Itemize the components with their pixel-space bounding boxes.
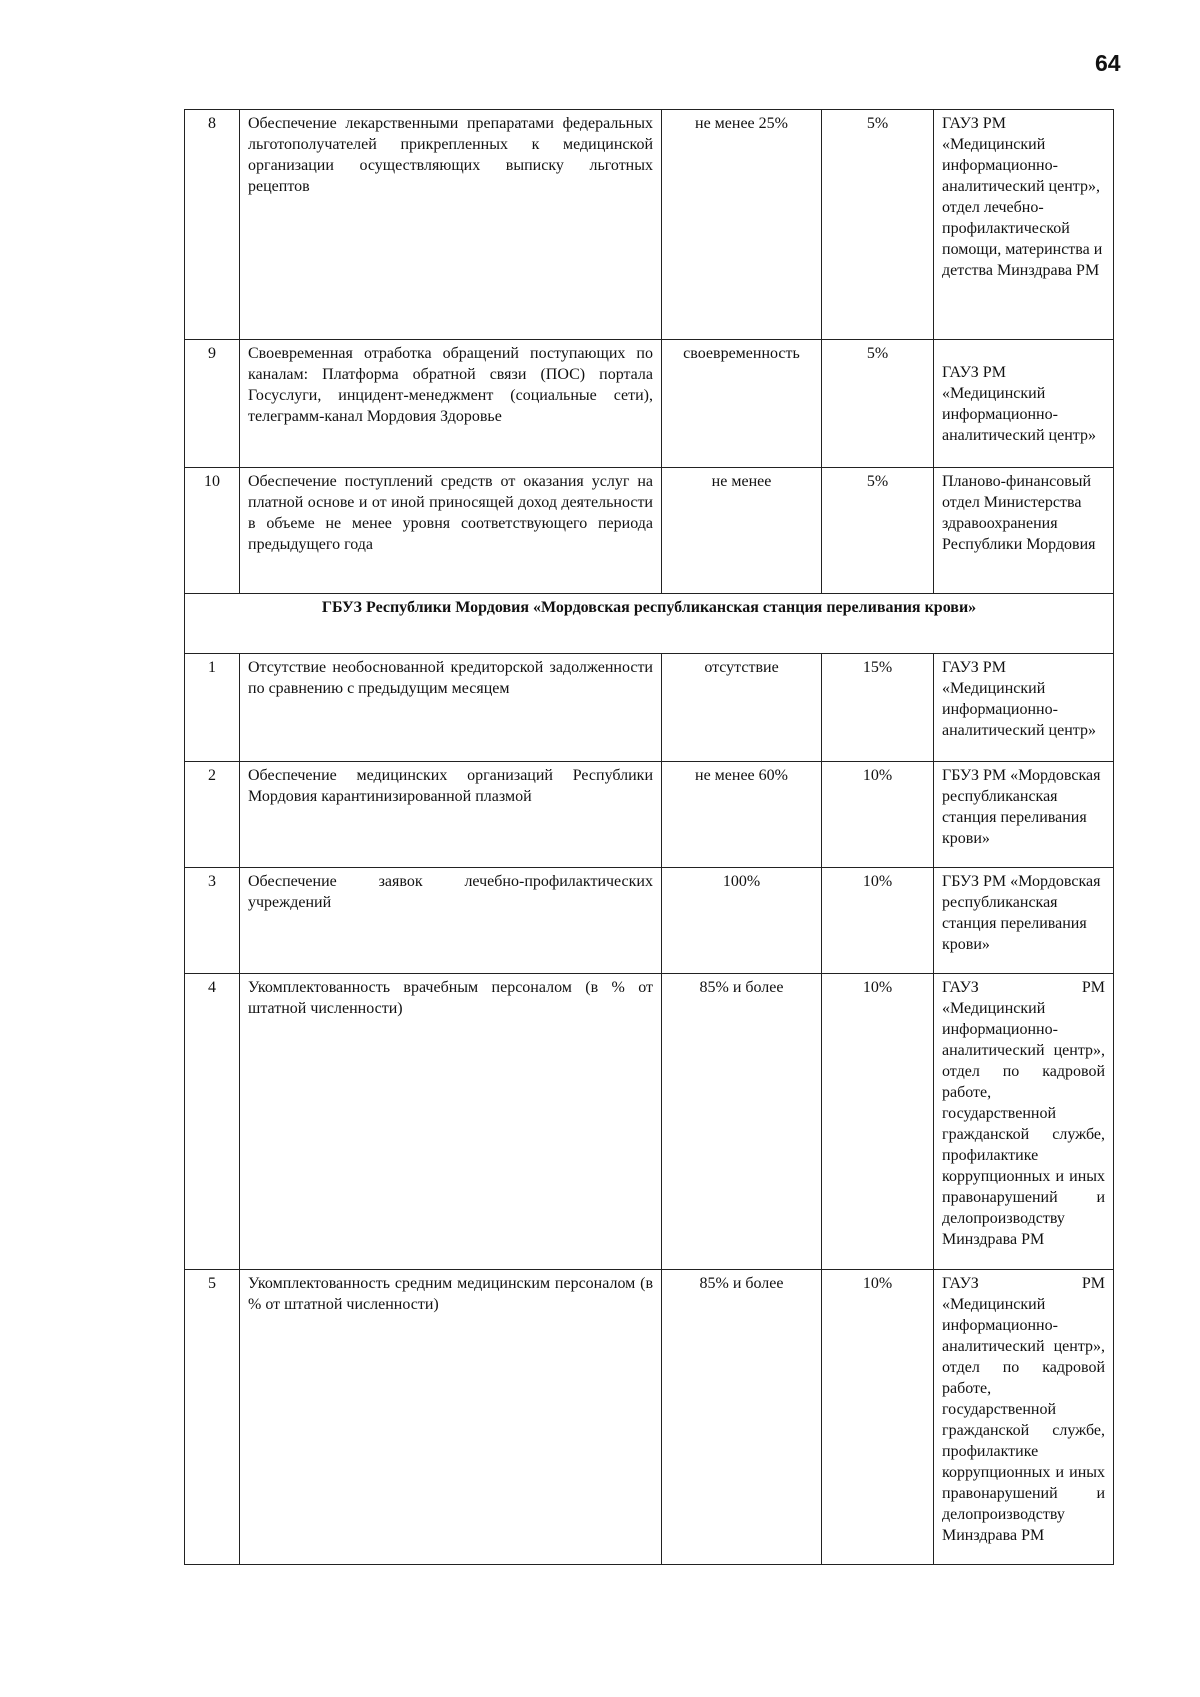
row-number: 10 — [185, 468, 240, 594]
target-value: 100% — [662, 868, 822, 974]
page-number: 64 — [1095, 50, 1121, 76]
target-value: отсутствие — [662, 654, 822, 762]
responsible-party-head: ГАУЗ РМ — [942, 979, 1105, 996]
target-value: 85% и более — [662, 974, 822, 1270]
responsible-party: ГАУЗ РМ «Медицинский информационно-аналитический центр» — [934, 654, 1114, 762]
table-row — [185, 654, 1114, 762]
section-title: ГБУЗ Республики Мордовия «Мордовская республиканская станция переливания крови» — [185, 594, 1114, 654]
responsible-party — [934, 1270, 1114, 1565]
row-number: 5 — [185, 1270, 240, 1565]
table-row — [185, 1270, 1114, 1565]
target-value: 85% и более — [662, 1270, 822, 1565]
weight-value: 5% — [822, 340, 934, 468]
table-row — [185, 974, 1114, 1270]
indicator-description: Обеспечение медицинских организаций Республики Мордовия карантинизированной плазмой — [240, 762, 662, 868]
responsible-party-body: «Медицинский информационно-аналитический центр», отдел по кадровой работе, государственной гражданской службе, профилактике коррупционных и иных правонарушений и делопроизводству Минздрава РМ — [942, 1000, 1105, 1248]
indicator-description: Обеспечение лекарственными препаратами федеральных льготополучателей прикрепленных к медицинской организации осуществляющих выписку льготных рецептов — [240, 110, 662, 340]
responsible-party: Планово-финансовый отдел Министерства здравоохранения Республики Мордовия — [934, 468, 1114, 594]
row-number: 1 — [185, 654, 240, 762]
weight-value: 10% — [822, 1270, 934, 1565]
table-row — [185, 110, 1114, 340]
responsible-party — [934, 974, 1114, 1270]
responsible-party: ГАУЗ РМ «Медицинский информационно-аналитический центр» — [934, 340, 1114, 468]
row-number: 3 — [185, 868, 240, 974]
row-number: 4 — [185, 974, 240, 1270]
indicator-description: Укомплектованность средним медицинским персоналом (в % от штатной численности) — [240, 1270, 662, 1565]
target-value: не менее 25% — [662, 110, 822, 340]
weight-value: 10% — [822, 974, 934, 1270]
section-header-row — [185, 594, 1114, 654]
responsible-party-head: ГАУЗ РМ — [942, 1275, 1105, 1292]
table-row — [185, 868, 1114, 974]
responsible-party: ГАУЗ РМ «Медицинский информационно-аналитический центр», отдел лечебно-профилактической помощи, материнства и детства Минздрава РМ — [934, 110, 1114, 340]
responsible-party: ГБУЗ РМ «Мордовская республиканская станция переливания крови» — [934, 868, 1114, 974]
table-row — [185, 762, 1114, 868]
indicator-description: Отсутствие необоснованной кредиторской задолженности по сравнению с предыдущим месяцем — [240, 654, 662, 762]
weight-value: 5% — [822, 468, 934, 594]
target-value: не менее — [662, 468, 822, 594]
responsible-party-body: «Медицинский информационно-аналитический центр», отдел по кадровой работе, государственной гражданской службе, профилактике коррупционных и иных правонарушений и делопроизводству Минздрава РМ — [942, 1296, 1105, 1544]
target-value: своевременность — [662, 340, 822, 468]
weight-value: 5% — [822, 110, 934, 340]
target-value: не менее 60% — [662, 762, 822, 868]
weight-value: 10% — [822, 868, 934, 974]
indicator-description: Обеспечение поступлений средств от оказания услуг на платной основе и от иной приносящей доход деятельности в объеме не менее уровня соответствующего периода предыдущего года — [240, 468, 662, 594]
indicator-description: Обеспечение заявок лечебно-профилактических учреждений — [240, 868, 662, 974]
table-row — [185, 340, 1114, 468]
row-number: 9 — [185, 340, 240, 468]
table-row — [185, 468, 1114, 594]
row-number: 2 — [185, 762, 240, 868]
responsible-party: ГБУЗ РМ «Мордовская республиканская станция переливания крови» — [934, 762, 1114, 868]
row-number: 8 — [185, 110, 240, 340]
indicators-table — [184, 109, 1114, 1565]
indicator-description: Своевременная отработка обращений поступающих по каналам: Платформа обратной связи (ПОС) портала Госуслуги, инцидент-менеджмент (социальные сети), телеграмм-канал Мордовия Здоровье — [240, 340, 662, 468]
weight-value: 15% — [822, 654, 934, 762]
weight-value: 10% — [822, 762, 934, 868]
indicator-description: Укомплектованность врачебным персоналом (в % от штатной численности) — [240, 974, 662, 1270]
